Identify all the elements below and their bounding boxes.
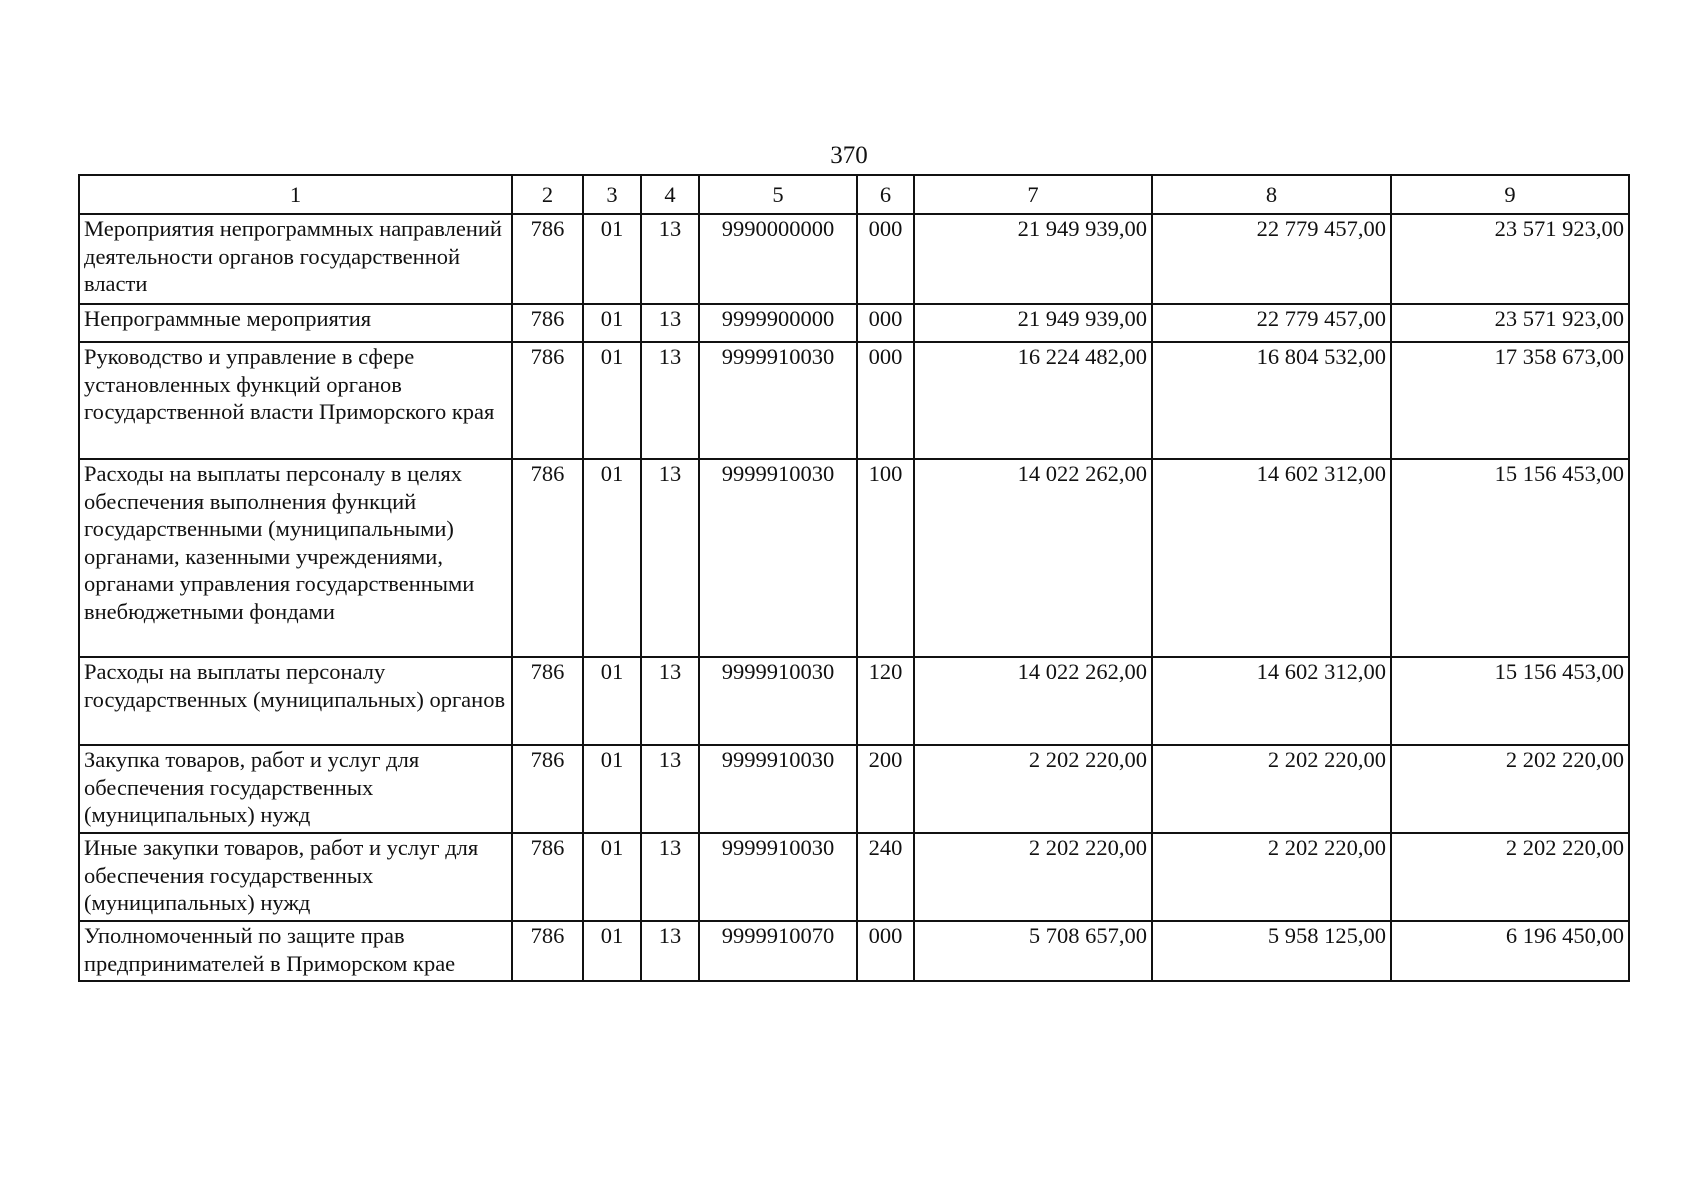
header-row: [79, 175, 1629, 214]
table-row: [79, 304, 1629, 342]
amount-cell-col7: 14 022 262,00: [914, 459, 1152, 657]
column-header-3: 3: [583, 175, 641, 214]
amount-cell-col7: 16 224 482,00: [914, 342, 1152, 459]
subsection-code-cell: 13: [641, 745, 699, 833]
budget-table: [78, 174, 1630, 982]
ministry-code-cell: 786: [512, 657, 583, 745]
section-code-cell: 01: [583, 214, 641, 304]
expense-type-cell: 000: [857, 214, 914, 304]
amount-cell-col9: 6 196 450,00: [1391, 921, 1629, 981]
target-article-cell: 9999910030: [699, 745, 857, 833]
target-article-cell: 9990000000: [699, 214, 857, 304]
amount-cell-col9: 23 571 923,00: [1391, 214, 1629, 304]
table-row: [79, 342, 1629, 459]
amount-cell-col7: 5 708 657,00: [914, 921, 1152, 981]
column-header-7: 7: [914, 175, 1152, 214]
expense-name-cell: Расходы на выплаты персоналу государственных (муниципальных) органов: [79, 657, 512, 745]
section-code-cell: 01: [583, 342, 641, 459]
expense-name-cell: Непрограммные мероприятия: [79, 304, 512, 342]
amount-cell-col9: 15 156 453,00: [1391, 657, 1629, 745]
section-code-cell: 01: [583, 833, 641, 921]
expense-name-cell: Иные закупки товаров, работ и услуг для обеспечения государственных (муниципальных) нужд: [79, 833, 512, 921]
subsection-code-cell: 13: [641, 459, 699, 657]
expense-name-cell: Руководство и управление в сфере установленных функций органов государственной власти Приморского края: [79, 342, 512, 459]
column-header-6: 6: [857, 175, 914, 214]
table-row: [79, 657, 1629, 745]
column-header-4: 4: [641, 175, 699, 214]
table-row: [79, 459, 1629, 657]
table-row: [79, 921, 1629, 981]
target-article-cell: 9999900000: [699, 304, 857, 342]
subsection-code-cell: 13: [641, 342, 699, 459]
expense-name-cell: Мероприятия непрограммных направлений деятельности органов государственной власти: [79, 214, 512, 304]
expense-type-cell: 120: [857, 657, 914, 745]
ministry-code-cell: 786: [512, 745, 583, 833]
section-code-cell: 01: [583, 459, 641, 657]
amount-cell-col7: 21 949 939,00: [914, 304, 1152, 342]
amount-cell-col8: 5 958 125,00: [1152, 921, 1391, 981]
amount-cell-col8: 22 779 457,00: [1152, 304, 1391, 342]
amount-cell-col7: 21 949 939,00: [914, 214, 1152, 304]
amount-cell-col7: 2 202 220,00: [914, 745, 1152, 833]
amount-cell-col9: 2 202 220,00: [1391, 745, 1629, 833]
column-header-8: 8: [1152, 175, 1391, 214]
table-row: [79, 214, 1629, 304]
ministry-code-cell: 786: [512, 459, 583, 657]
section-code-cell: 01: [583, 921, 641, 981]
section-code-cell: 01: [583, 304, 641, 342]
amount-cell-col9: 15 156 453,00: [1391, 459, 1629, 657]
target-article-cell: 9999910030: [699, 657, 857, 745]
column-header-5: 5: [699, 175, 857, 214]
section-code-cell: 01: [583, 745, 641, 833]
ministry-code-cell: 786: [512, 921, 583, 981]
column-header-2: 2: [512, 175, 583, 214]
expense-name-cell: Расходы на выплаты персоналу в целях обеспечения выполнения функций государственными (муниципальными) органами, казенными учреждениями, органами управления государственными внебюджетными фондами: [79, 459, 512, 657]
subsection-code-cell: 13: [641, 833, 699, 921]
ministry-code-cell: 786: [512, 342, 583, 459]
amount-cell-col8: 16 804 532,00: [1152, 342, 1391, 459]
target-article-cell: 9999910070: [699, 921, 857, 981]
expense-type-cell: 240: [857, 833, 914, 921]
amount-cell-col9: 2 202 220,00: [1391, 833, 1629, 921]
expense-type-cell: 000: [857, 921, 914, 981]
expense-name-cell: Закупка товаров, работ и услуг для обеспечения государственных (муниципальных) нужд: [79, 745, 512, 833]
amount-cell-col9: 17 358 673,00: [1391, 342, 1629, 459]
subsection-code-cell: 13: [641, 921, 699, 981]
section-code-cell: 01: [583, 657, 641, 745]
expense-type-cell: 000: [857, 304, 914, 342]
expense-type-cell: 200: [857, 745, 914, 833]
target-article-cell: 9999910030: [699, 342, 857, 459]
amount-cell-col8: 22 779 457,00: [1152, 214, 1391, 304]
page-number: 370: [830, 142, 868, 169]
expense-name-cell: Уполномоченный по защите прав предпринимателей в Приморском крае: [79, 921, 512, 981]
amount-cell-col8: 14 602 312,00: [1152, 657, 1391, 745]
ministry-code-cell: 786: [512, 833, 583, 921]
expense-type-cell: 000: [857, 342, 914, 459]
target-article-cell: 9999910030: [699, 459, 857, 657]
target-article-cell: 9999910030: [699, 833, 857, 921]
ministry-code-cell: 786: [512, 304, 583, 342]
amount-cell-col8: 2 202 220,00: [1152, 745, 1391, 833]
table-row: [79, 745, 1629, 833]
ministry-code-cell: 786: [512, 214, 583, 304]
subsection-code-cell: 13: [641, 214, 699, 304]
expense-type-cell: 100: [857, 459, 914, 657]
amount-cell-col8: 14 602 312,00: [1152, 459, 1391, 657]
amount-cell-col9: 23 571 923,00: [1391, 304, 1629, 342]
amount-cell-col7: 14 022 262,00: [914, 657, 1152, 745]
subsection-code-cell: 13: [641, 657, 699, 745]
table-row: [79, 833, 1629, 921]
column-header-9: 9: [1391, 175, 1629, 214]
subsection-code-cell: 13: [641, 304, 699, 342]
amount-cell-col8: 2 202 220,00: [1152, 833, 1391, 921]
column-header-1: 1: [79, 175, 512, 214]
amount-cell-col7: 2 202 220,00: [914, 833, 1152, 921]
